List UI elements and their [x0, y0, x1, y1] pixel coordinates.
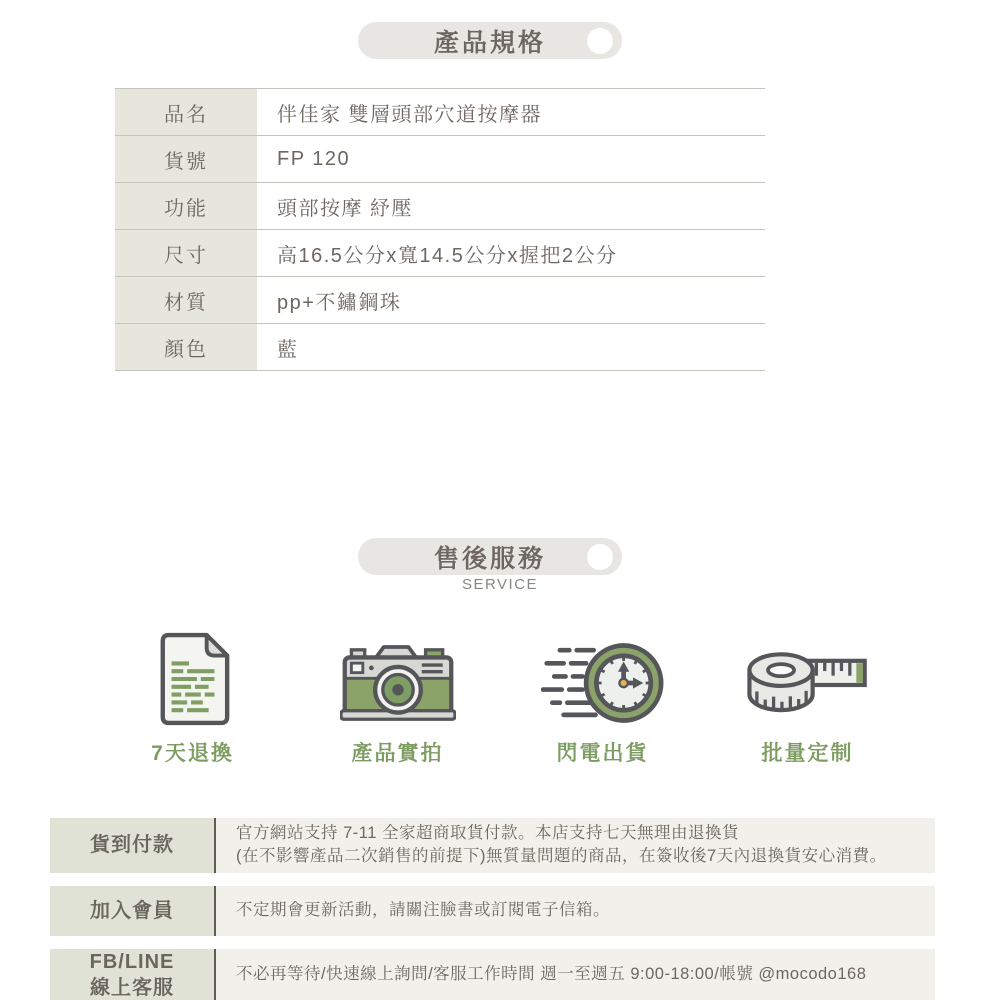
- info-content-line: 不定期會更新活動，請關注臉書或訂閱電子信箱。: [236, 901, 610, 920]
- clock-icon: [541, 620, 665, 728]
- spec-value: 高16.5公分x寬14.5公分x握把2公分: [257, 230, 765, 276]
- info-label-line: FB/LINE: [89, 950, 175, 973]
- feature-label: 閃電出貨: [556, 742, 649, 765]
- pill-circle-decoration: [587, 28, 613, 54]
- feature-bulk-custom: [705, 620, 910, 767]
- info-content: [216, 949, 935, 1000]
- spec-value: FP 120: [257, 136, 765, 182]
- spec-label: 尺寸: [115, 230, 257, 276]
- camera-icon: [340, 620, 456, 728]
- info-label: [50, 949, 216, 1000]
- table-row: [50, 949, 935, 1000]
- spec-value: pp+不鏽鋼珠: [257, 277, 765, 323]
- table-row: [50, 886, 935, 936]
- table-row: [115, 182, 765, 229]
- feature-label: 產品實拍: [351, 742, 444, 765]
- table-row: [115, 323, 765, 371]
- info-label: [50, 886, 216, 936]
- feature-return: [90, 620, 295, 767]
- service-info-table: [50, 818, 935, 1000]
- info-label-line: 線上客服: [90, 976, 174, 999]
- feature-photos: [295, 620, 500, 767]
- spec-value: 頭部按摩 紓壓: [257, 183, 765, 229]
- spec-table: [115, 88, 765, 371]
- table-row: [115, 135, 765, 182]
- service-section-header: [358, 538, 622, 575]
- spec-section-title: 產品規格: [433, 28, 546, 57]
- spec-label: 貨號: [115, 136, 257, 182]
- table-row: [50, 818, 935, 873]
- info-content: [216, 886, 935, 936]
- table-row: [115, 88, 765, 135]
- feature-fast-shipping: [500, 620, 705, 767]
- feature-label: 7天退換: [151, 742, 234, 765]
- spec-value: 藍: [257, 324, 765, 370]
- feature-label: 批量定制: [761, 742, 854, 765]
- service-section-subtitle: SERVICE: [461, 576, 539, 593]
- service-features: [90, 620, 910, 767]
- table-row: [115, 276, 765, 323]
- tape-measure-icon: [742, 620, 874, 728]
- spec-label: 材質: [115, 277, 257, 323]
- service-section-title: 售後服務: [433, 544, 546, 573]
- document-icon: [153, 620, 233, 728]
- spec-label: 品名: [115, 89, 257, 135]
- spec-section-header: [358, 22, 622, 59]
- spec-label: 功能: [115, 183, 257, 229]
- spec-label: 顏色: [115, 324, 257, 370]
- info-label-line: 貨到付款: [90, 834, 174, 857]
- info-content-line: 不必再等待/快速線上詢問/客服工作時間 週一至週五 9:00-18:00/帳號 @mocodo168: [236, 965, 867, 984]
- spec-value: 伴佳家 雙層頭部穴道按摩器: [257, 89, 765, 135]
- pill-circle-decoration: [587, 544, 613, 570]
- info-label: [50, 818, 216, 873]
- info-content: [216, 818, 935, 873]
- info-content-line: 官方網站支持 7-11 全家超商取貨付款。本店支持七天無理由退換貨: [236, 824, 739, 842]
- info-label-line: 加入會員: [90, 899, 174, 922]
- table-row: [115, 229, 765, 276]
- info-content-line: (在不影響產品二次銷售的前提下)無質量問題的商品，在簽收後7天內退換貨安心消費。: [236, 847, 887, 866]
